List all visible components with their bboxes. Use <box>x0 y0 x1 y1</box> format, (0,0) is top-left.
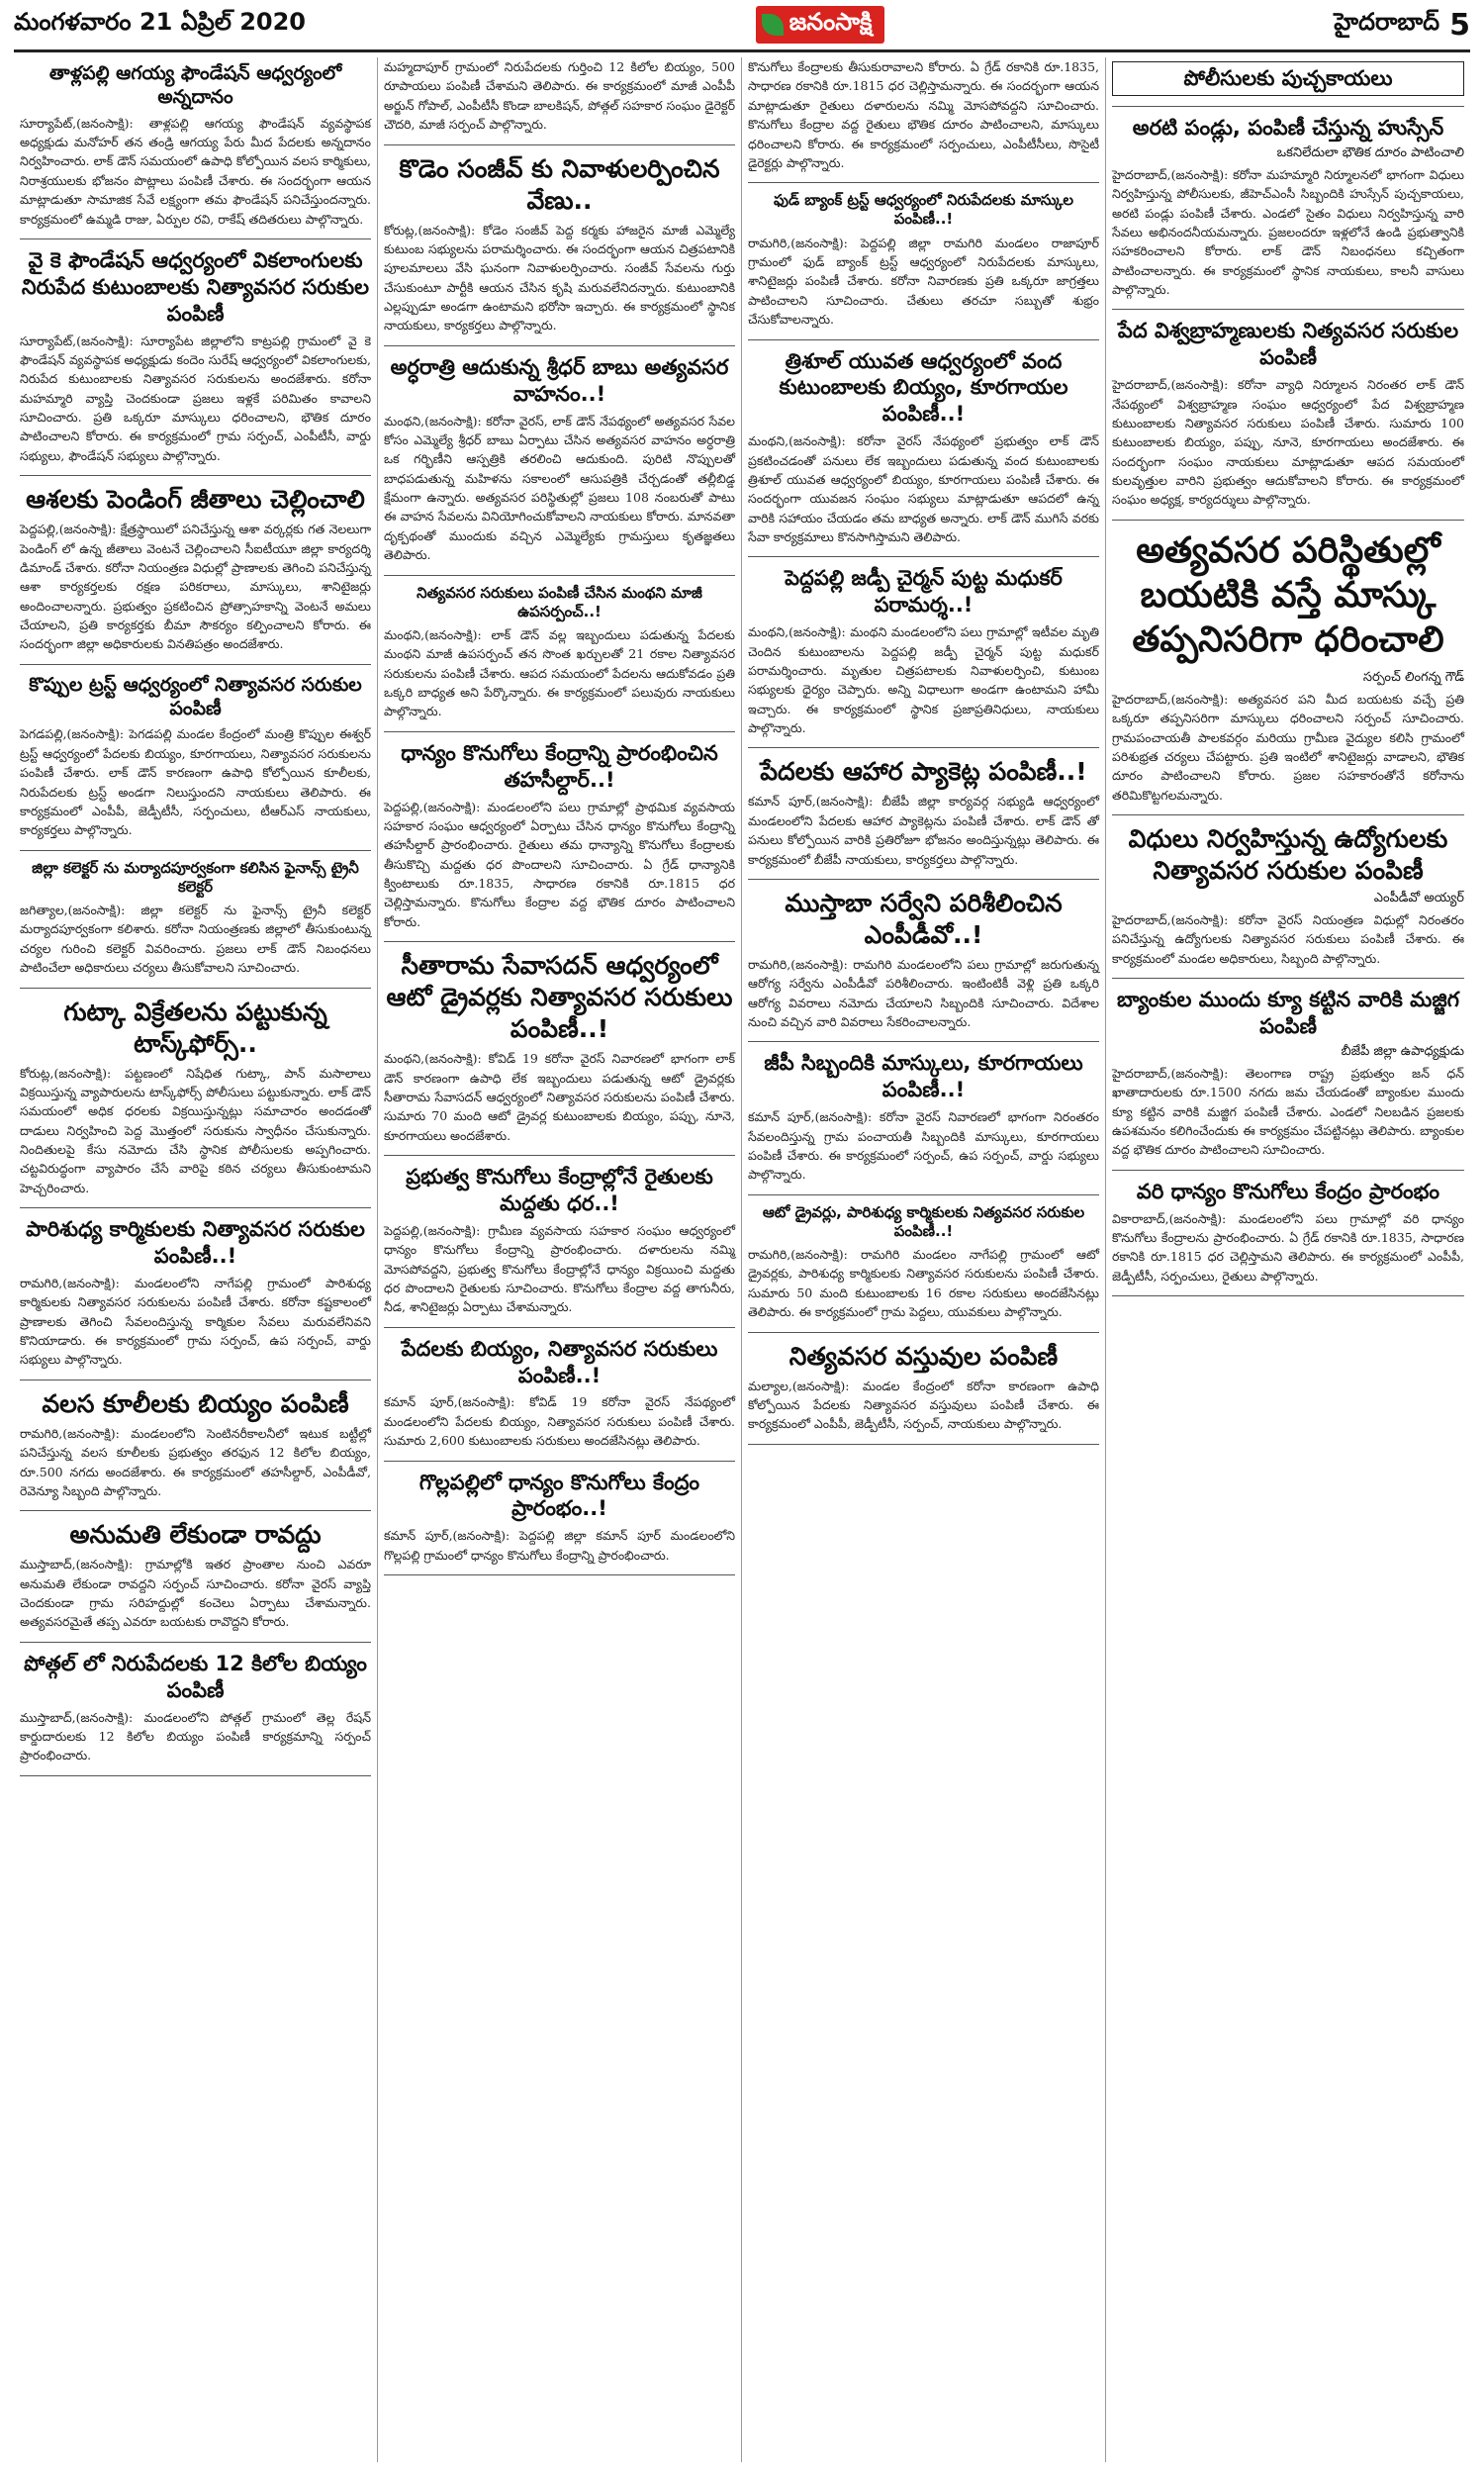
columns <box>14 57 1470 2462</box>
article-divider <box>20 475 371 476</box>
article <box>1112 115 1464 300</box>
article-body: రామగిరి,(జనంసాక్షి): రామగిరి మండలంలోని పలు గ్రామాల్లో జరుగుతున్న ఆరోగ్య సర్వేను ఎంపీడీవో పరిశీలించారు. ఇంటింటికీ వెళ్లి ప్రతి ఒక్కరి ఆరోగ్య వివరాలు నమోదు చేయాలని సిబ్బందికి సూచించారు. విదేశాల నుంచి వచ్చిన వారి వివరాలు సేకరించాలన్నారు. <box>748 956 1099 1029</box>
page-number: 5 <box>1449 7 1470 43</box>
issue-date: మంగళవారం 21 ఏప్రిల్ 2020 <box>14 8 306 36</box>
article-headline: బ్యాంకుల ముందు క్యూ కట్టిన వారికి మజ్జిగ పంపిణీ <box>1117 988 1459 1038</box>
article-divider <box>1112 106 1464 107</box>
article-headline: గొల్లపల్లిలో ధాన్యం కొనుగోలు కేంద్రం ప్రారంభం..! <box>418 1470 700 1521</box>
article-divider <box>384 1327 735 1328</box>
article-headline: పెద్దపల్లి జడ్పీ చైర్మన్ పుట్ట మధుకర్ పరామర్శ..! <box>785 566 1063 618</box>
article-headline: కొడెం సంజీవ్ కు నివాళులర్పించిన వేణు.. <box>399 153 720 215</box>
article-body: హైదరాబాద్,(జనంసాక్షి): తెలంగాణ రాష్ట్ర ప్రభుత్వం జన్ ధన్ ఖాతాదారులకు రూ.1500 నగదు జమ చేయడంతో బ్యాంకుల ముందు క్యూ కట్టిన వారికి మజ్జిగ పంపిణీ చేశారు. ఎండలో నిలబడిన ప్రజలకు ఉపశమనం కలిగించేందుకు ఈ కార్యక్రమం చేపట్టినట్లు తెలిపారు. బ్యాంకుల వద్ద భౌతిక దూరం పాటించాలని సూచించారు. <box>1112 1065 1464 1158</box>
article <box>384 1470 735 1566</box>
article-byline: బీజేపీ జిల్లా ఉపాధ్యక్షుడు <box>1341 1043 1464 1059</box>
logo-text: జనంసాక్షి <box>788 8 873 36</box>
article-divider <box>384 345 735 346</box>
article-divider <box>1112 978 1464 979</box>
article-headline: సీతారామ సేవాసదన్ ఆధ్వర్యంలో ఆటో డ్రైవర్లకు నిత్యావసర సరుకులు పంపిణీ..! <box>386 951 733 1044</box>
article-headline: నిత్యవసర సరుకులు పంపిణీ చేసిన మంథని మాజీ ఉపసర్పంచ్..! <box>417 583 702 620</box>
article-headline: అనుమతి లేకుండా రావద్దు <box>69 1520 322 1550</box>
article <box>20 859 371 978</box>
article <box>384 740 735 931</box>
column-3 <box>742 57 1106 2462</box>
article-headline: త్రిశూల్ యువత ఆధ్వర్యంలో వంద కుటుంబాలకు బియ్యం, కూరగాయల పంపిణీ..! <box>779 348 1068 427</box>
article-divider <box>1112 814 1464 815</box>
article-divider <box>20 1510 371 1511</box>
article <box>384 354 735 565</box>
article <box>20 1216 371 1370</box>
article <box>748 191 1099 329</box>
article-body: రామగిరి,(జనంసాక్షి): మండలంలోని సెంటినరీకాలనీలో ఇటుక బట్టీల్లో పనిచేస్తున్న వలస కూలీలకు ప్రభుత్వం తరఫున 12 కిలోల బియ్యం, రూ.500 నగదు అందజేశారు. ఈ కార్యక్రమంలో తహసీల్దార్, ఎంపీడీవో, రెవెన్యూ సిబ్బంది పాల్గొన్నారు. <box>20 1425 371 1498</box>
article-divider <box>384 1155 735 1156</box>
article-headline: నిత్యవసర వస్తువుల పంపిణీ <box>788 1341 1059 1371</box>
article-headline: విధులు నిర్వహిస్తున్న ఉద్యోగులకు నిత్యావసర సరుకుల పంపిణీ <box>1128 824 1448 885</box>
article-body: పెగడపల్లి,(జనంసాక్షి): పెగడపల్లి మండల కేంద్రంలో మంత్రి కొప్పుల ఈశ్వర్ ట్రస్ట్ ఆధ్వర్యంలో పేదలకు బియ్యం, కూరగాయలు, నిత్యావసర సరుకులను పంపిణీ చేశారు. లాక్ డౌన్ కారణంగా ఉపాధి కోల్పోయిన కూలీలకు, నిరుపేదలకు ట్రస్ట్ అండగా నిలుస్తుందని నాయకులు తెలిపారు. ఈ కార్యక్రమంలో ఎంపీపీ, జెడ్పీటీసీ, సర్పంచులు, టీఆర్ఎస్ నాయకులు, కార్యకర్తలు పాల్గొన్నారు. <box>20 726 371 838</box>
article-divider <box>20 238 371 239</box>
article <box>384 153 735 335</box>
article-divider <box>748 1194 1099 1195</box>
article-body: కమాన్ పూర్,(జనంసాక్షి): కరోనా వైరస్ నివారణలో భాగంగా నిరంతరం సేవలందిస్తున్న గ్రామ పంచాయతీ సిబ్బందికి మాస్కులు, కూరగాయలు పంపిణీ చేశారు. ఈ కార్యక్రమంలో సర్పంచ్, ఉప సర్పంచ్, వార్డు సభ్యులు పాల్గొన్నారు. <box>748 1109 1099 1183</box>
newspaper-logo <box>756 6 884 44</box>
article-divider <box>384 941 735 942</box>
article-headline: ప్రభుత్వ కొనుగోలు కేంద్రాల్లోనే రైతులకు మద్దతు ధర..! <box>406 1165 713 1215</box>
article-body: రామగిరి,(జనంసాక్షి): రామగిరి మండలం నాగేపల్లి గ్రామంలో ఆటో డ్రైవర్లకు, పారిశుధ్య కార్మికులకు నిత్యావసర సరుకులను పంపిణీ చేశారు. సుమారు 50 మంది కుటుంబాలకు 16 రకాల సరుకులు అందజేసినట్లు తెలిపారు. ఈ కార్యక్రమంలో గ్రామ పెద్దలు, యువకులు పాల్గొన్నారు. <box>748 1247 1099 1320</box>
article <box>748 1050 1099 1184</box>
column-2 <box>378 57 742 2462</box>
article <box>20 247 371 465</box>
article <box>1112 1179 1464 1285</box>
article-body: పెద్దపల్లి,(జనంసాక్షి): మండలంలోని పలు గ్రామాల్లో ప్రాథమిక వ్యవసాయ సహకార సంఘం ఆధ్వర్యంలో ఏర్పాటు చేసిన ధాన్యం కొనుగోలు కేంద్రాన్ని తహసీల్దార్ ప్రారంభించారు. రైతులు తమ ధాన్యాన్ని కొనుగోలు కేంద్రాలకు తీసుకొచ్చి మద్దతు ధర పొందాలని సూచించారు. ఏ గ్రేడ్ ధాన్యానికి క్వింటాలుకు రూ.1835, సాధారణ రకానికి రూ.1815 ధర చెల్లిస్తామన్నారు. కొనుగోలు కేంద్రాల వద్ద భౌతిక దూరం పాటించాలని కోరారు. <box>384 799 735 929</box>
column-1 <box>14 57 378 2462</box>
article-headline: పారిశుధ్య కార్మికులకు నిత్యావసర సరుకుల పంపిణీ..! <box>26 1217 365 1268</box>
article-body: సూర్యాపేట్,(జనంసాక్షి): సూర్యాపేట జిల్లాలోని కాట్రపల్లి గ్రామంలో వై కె ఫౌండేషన్ వ్యవస్థాపక అధ్యక్షుడు కందెం సురేష్ ఆధ్వర్యంలో వికలాంగులకు, నిరుపేద కుటుంబాలకు నిత్యావసర సరుకులను అందజేశారు. కరోనా మహమ్మారి వ్యాప్తి చెందకుండా ప్రజలు ఇళ్లకే పరిమితం కావాలని సూచించారు. ప్రతి ఒక్కరూ మాస్కులు ధరించాలని, భౌతిక దూరం పాటించాలని కోరారు. ఈ కార్యక్రమంలో గ్రామ సర్పంచ్, ఎంపీటీసీ, వార్డు సభ్యులు, ఫౌండేషన్ సభ్యులు పాల్గొన్నారు. <box>20 333 371 463</box>
article-headline: పేదలకు ఆహార ప్యాకెట్ల పంపిణీ..! <box>760 757 1087 787</box>
article-byline: ఒకనిలేదులా భౌతిక దూరం పాటించాలి <box>1276 144 1464 160</box>
article-divider <box>20 1775 371 1776</box>
article-divider <box>384 1461 735 1462</box>
article-body: కోరుట్ల,(జనంసాక్షి): కోడెం సంజీవ్ పెద్ద కర్మకు హాజరైన మాజీ ఎమ్మెల్యే కుటుంబ సభ్యులను పరామర్శించారు. ఈ సందర్భంగా ఆయన చిత్రపటానికి పూలమాలలు వేసి ఘనంగా నివాళులర్పించారు. సంజీవ్ సేవలను గుర్తు చేసుకుంటూ పార్టీకి ఆయన చేసిన కృషి మరువలేనిదన్నారు. కుటుంబానికి ఎల్లప్పుడూ అండగా ఉంటామని భరోసా ఇచ్చారు. ఈ కార్యక్రమంలో స్థానిక నాయకులు, కార్యకర్తలు పాల్గొన్నారు. <box>384 222 735 333</box>
masthead-right <box>1334 8 1470 43</box>
article-divider <box>748 1332 1099 1333</box>
article-body: హైదరాబాద్,(జనంసాక్షి): కరోనా వైరస్ నియంత్రణ విధుల్లో నిరంతరం పనిచేస్తున్న ఉద్యోగులకు నిత్యావసర సరుకులు పంపిణీ చేశారు. ఈ కార్యక్రమంలో మండల అధికారులు, సిబ్బంది పాల్గొన్నారు. <box>1112 912 1464 966</box>
article <box>384 950 735 1145</box>
article-divider <box>748 747 1099 748</box>
article <box>384 1164 735 1317</box>
article <box>1112 61 1464 96</box>
article-body: మంథని,(జనంసాక్షి): కోవిడ్ 19 కరోనా వైరస్ నివారణలో భాగంగా లాక్ డౌన్ కారణంగా ఉపాధి లేక ఇబ్బందులు పడుతున్న ఆటో డ్రైవర్లకు సీతారామ సేవాసదన్ ఆధ్వర్యంలో నిత్యావసర సరుకులను పంపిణీ చేశారు. సుమారు 70 మంది ఆటో డ్రైవర్ల కుటుంబాలకు బియ్యం, పప్పు, నూనె, కూరగాయలు అందజేశారు. <box>384 1051 735 1143</box>
article-headline: ఫుడ్ బ్యాంక్ ట్రస్ట్ ఆధ్వర్యంలో నిరుపేదలకు మాస్కుల పంపిణీ..! <box>773 191 1074 229</box>
article-divider <box>20 850 371 851</box>
article-body: మల్యాల,(జనంసాక్షి): మండల కేంద్రంలో కరోనా కారణంగా ఉపాధి కోల్పోయిన పేదలకు నిత్యావసర వస్తువులు పంపిణీ చేశారు. ఈ కార్యక్రమంలో ఎంపీపీ, జెడ్పీటీసీ, సర్పంచ్, నాయకులు పాల్గొన్నారు. <box>748 1378 1099 1432</box>
article <box>748 1203 1099 1322</box>
article-body: మంథని,(జనంసాక్షి): లాక్ డౌన్ వల్ల ఇబ్బందులు పడుతున్న పేదలకు మంథని మాజీ ఉపసర్పంచ్ తన సొంత ఖర్చులతో 21 రకాల నిత్యావసర సరుకులను పంపిణీ చేశారు. ఆపద సమయంలో పేదలను ఆదుకోవడం ప్రతి ఒక్కరి బాధ్యత అని పేర్కొన్నారు. ఈ కార్యక్రమంలో పలువురు నాయకులు పాల్గొన్నారు. <box>384 626 735 719</box>
article-body: మంథని,(జనంసాక్షి): మంథని మండలంలోని పలు గ్రామాల్లో ఇటీవల మృతి చెందిన కుటుంబాలను పెద్దపల్లి జడ్పీ చైర్మన్ పుట్ట మధుకర్ పరామర్శించారు. మృతుల చిత్రపటాలకు నివాళులర్పించి, కుటుంబ సభ్యులకు ధైర్యం చెప్పారు. అన్ని విధాలుగా అండగా ఉంటామని హామీ ఇచ్చారు. ఈ కార్యక్రమంలో స్థానిక ప్రజాప్రతినిధులు, నాయకులు పాల్గొన్నారు. <box>748 624 1099 735</box>
article-headline: అత్యవసర పరిస్థితుల్లో బయటికి వస్తే మాస్కు తప్పనిసరిగా ధరించాలి <box>1132 529 1444 660</box>
article <box>20 1388 371 1501</box>
article-divider <box>748 556 1099 557</box>
article-body: మంథని,(జనంసాక్షి): కరోనా వైరస్ నేపథ్యంలో ప్రభుత్వం లాక్ డౌన్ ప్రకటించడంతో పనులు లేక ఇబ్బందులు పడుతున్న వంద కుటుంబాలకు త్రిశూల్ యువత ఆధ్వర్యంలో బియ్యం, కూరగాయలు పంపిణీ చేశారు. ఈ సందర్భంగా యువజన సంఘం సభ్యులు మాట్లాడుతూ ఆపదలో ఉన్న వారికి సహాయం చేయడం తమ బాధ్యత అన్నారు. లాక్ డౌన్ ముగిసే వరకు సేవా కార్యక్రమాలు కొనసాగిస్తామని తెలిపారు. <box>748 433 1099 544</box>
article <box>20 1651 371 1765</box>
article-body: వికారాబాద్,(జనంసాక్షి): మండలంలోని పలు గ్రామాల్లో వరి ధాన్యం కొనుగోలు కేంద్రాలను ప్రారంభించారు. ఏ గ్రేడ్ రకానికి రూ.1835, సాధారణ రకానికి రూ.1815 ధర చెల్లిస్తామని తెలిపారు. ఈ కార్యక్రమంలో ఎంపీపీ, జెడ్పీటీసీ, సర్పంచులు, రైతులు పాల్గొన్నారు. <box>1112 1210 1464 1284</box>
article-body: కొనుగోలు కేంద్రాలకు తీసుకురావాలని కోరారు. ఏ గ్రేడ్ రకానికి రూ.1835, సాధారణ రకానికి రూ.1815 ధర చెల్లిస్తామన్నారు. ఈ సందర్భంగా ఆయన మాట్లాడుతూ రైతులు దళారులను నమ్మి మోసపోవద్దని సూచించారు. కొనుగోలు కేంద్రాల వద్ద రైతులు భౌతిక దూరం పాటించాలని, మాస్కులు ధరించాలని కోరారు. ఈ కార్యక్రమంలో సర్పంచులు, ఎంపీటీసీలు, సొసైటీ డైరెక్టర్లు పాల్గొన్నారు. <box>748 59 1099 170</box>
article-divider <box>748 879 1099 880</box>
article-body: హైదరాబాద్,(జనంసాక్షి): అత్యవసర పని మీద బయటకు వచ్చే ప్రతి ఒక్కరూ తప్పనిసరిగా మాస్కులు ధరించాలని సర్పంచ్ సూచించారు. గ్రామపంచాయతీ పాలకవర్గం మరియు గ్రామీణ వైద్యుల కలిసి గ్రామంలో పరిశుభ్రత చర్యలు చేపట్టారు. ప్రతి ఇంటిలో శానిటైజర్లు వాడాలని, భౌతిక దూరం పాటించాలని కోరారు. ప్రజల సహకారంతోనే కరోనాను తరిమికొట్టగలమన్నారు. <box>1112 691 1464 803</box>
article-body: కోరుట్ల,(జనంసాక్షి): పట్టణంలో నిషేధిత గుట్కా, పాన్ మసాలాలు విక్రయిస్తున్న వ్యాపారులను టాస్క్‌ఫోర్స్ పోలీసులు పట్టుకున్నారు. లాక్ డౌన్ సమయంలో అధిక ధరలకు విక్రయిస్తున్నట్లు సమాచారం అందడంతో దాడులు నిర్వహించి పెద్ద మొత్తంలో సరుకును స్వాధీనం చేసుకున్నారు. నిందితులపై కేసు నమోదు చేసి స్థానిక పోలీసులకు అప్పగించారు. చట్టవిరుద్ధంగా వ్యాపారం చేసే వారిపై కఠిన చర్యలు తీసుకుంటామని హెచ్చరించారు. <box>20 1065 371 1195</box>
article-headline: ఆశలకు పెండింగ్ జీతాలు చెల్లించాలి <box>26 485 365 515</box>
article <box>384 1336 735 1451</box>
article <box>384 584 735 721</box>
edition-city: హైదరాబాద్ <box>1334 8 1440 36</box>
article <box>384 57 735 135</box>
article <box>748 565 1099 737</box>
article-divider <box>748 1444 1099 1445</box>
column-4 <box>1106 57 1470 2462</box>
article-body: మంథని,(జనంసాక్షి): కరోనా వైరస్, లాక్ డౌన్ నేపథ్యంలో అత్యవసర సేవల కోసం ఎమ్మెల్యే శ్రీధర్ బాబు ఏర్పాటు చేసిన అత్యవసర వాహనం అర్ధరాత్రి ఒక గర్భిణీని ఆస్పత్రికి తరలించి ఆదుకుంది. పురిటి నొప్పులతో బాధపడుతున్న మహిళను సకాలంలో ఆసుపత్రికి చేర్చడంతో తల్లీబిడ్డ క్షేమంగా ఉన్నారు. అత్యవసర పరిస్థితుల్లో ప్రజలు 108 నంబరుతో పాటు ఈ వాహన సేవలను వినియోగించుకోవాలని నాయకులు కోరారు. మానవతా దృక్పథంతో ముందుకు వచ్చిన ఎమ్మెల్యేకు గ్రామస్తులు కృతజ్ఞతలు తెలిపారు. <box>384 413 735 563</box>
article-divider <box>1112 1170 1464 1171</box>
article-headline: వలస కూలీలకు బియ్యం పంపిణీ <box>42 1388 349 1418</box>
article-divider <box>1112 1295 1464 1296</box>
article-headline: పేద విశ్వబ్రాహ్మణులకు నిత్యవసర సరుకుల పంపిణీ <box>1117 319 1459 370</box>
article-divider <box>20 664 371 665</box>
article-divider <box>748 1041 1099 1042</box>
article-body: సూర్యాపేట్,(జనంసాక్షి): తాళ్లపల్లి ఆగయ్య ఫౌండేషన్ వ్యవస్థాపక అధ్యక్షుడు మనోహర్ తన తండ్రి ఆగయ్య పేరు మీద పేదలకు అన్నదానం నిర్వహించారు. లాక్ డౌన్ సమయంలో ఉపాధి కోల్పోయిన వలస కార్మికులు, నిరాశ్రయులకు భోజనం పొట్లాలు పంపిణీ చేశారు. ఈ సందర్భంగా ఆయన మాట్లాడుతూ సామాజిక సేవే లక్ష్యంగా తమ ఫౌండేషన్ పనిచేస్తుందన్నారు. కార్యక్రమంలో ఉమ్మడి రాజు, ఏర్పుల రవి, రాకేష్ తదితరులు పాల్గొన్నారు. <box>20 115 371 227</box>
article-divider <box>384 731 735 732</box>
article-divider <box>20 988 371 989</box>
article-headline: అరటి పండ్లు, పంపిణీ చేస్తున్న హుస్సేన్ <box>1132 115 1444 140</box>
article-headline: ఆటో డ్రైవర్లు, పారిశుధ్య కార్మికులకు నిత్యవసర సరుకుల పంపిణీ..! <box>762 1202 1085 1240</box>
article-headline: పోలీసులకు పుచ్చకాయలు <box>1112 61 1464 96</box>
article-headline: పోత్గల్ లో నిరుపేదలకు 12 కిలోల బియ్యం పంపిణీ <box>24 1651 367 1702</box>
article-divider <box>384 144 735 145</box>
article-headline: తాళ్లపల్లి ఆగయ్య ఫౌండేషన్ ఆధ్వర్యంలో అన్నదానం <box>48 62 342 109</box>
article <box>748 57 1099 172</box>
article <box>748 756 1099 869</box>
article <box>20 997 371 1198</box>
article-headline: గుట్కా విక్రేతలను పట్టుకున్న టాస్క్‌ఫోర్స్.. <box>63 997 327 1058</box>
article-byline: సర్పంచ్ లింగన్న గౌడ్ <box>1362 669 1464 685</box>
article-divider <box>384 575 735 576</box>
article <box>1112 318 1464 509</box>
article-divider <box>748 182 1099 183</box>
article <box>1112 823 1464 968</box>
article-body: రామగిరి,(జనంసాక్షి): మండలంలోని నాగేపల్లి గ్రామంలో పారిశుధ్య కార్మికులకు నిత్యావసర సరుకులను పంపిణీ చేశారు. కరోనా కష్టకాలంలో ప్రాణాలకు తెగించి సేవలందిస్తున్న కార్మికుల సేవలు మరువలేనివని కొనియాడారు. ఈ కార్యక్రమంలో గ్రామ సర్పంచ్, ఉప సర్పంచ్, వార్డు సభ్యులు పాల్గొన్నారు. <box>20 1275 371 1368</box>
article-divider <box>748 339 1099 340</box>
article-body: హైదరాబాద్,(జనంసాక్షి): కరోనా మహమ్మారి నిర్మూలనలో భాగంగా విధులు నిర్వహిస్తున్న పోలీసులకు, జీహెచ్ఎంసీ సిబ్బందికి హుస్సేన్ పుచ్చకాయలు, అరటి పండ్లు పంపిణీ చేశారు. ఎండలో సైతం విధులు నిర్వహిస్తున్న వారి సేవలు అభినందనీయమన్నారు. ప్రజలందరూ ఇళ్లలోనే ఉండి ప్రభుత్వానికి సహకరించాలని కోరారు. లాక్ డౌన్ నిబంధనలు కచ్చితంగా పాటించాలన్నారు. ఈ కార్యక్రమంలో స్థానిక నాయకులు, కాలనీ వాసులు పాల్గొన్నారు. <box>1112 166 1464 297</box>
article-headline: అర్ధరాత్రి ఆదుకున్న శ్రీధర్ బాబు అత్యవసర వాహనం..! <box>390 354 729 406</box>
leaf-icon <box>762 14 784 36</box>
article <box>1112 528 1464 805</box>
article-headline: వై కె ఫౌండేషన్ ఆధ్వర్యంలో వికలాంగులకు నిరుపేద కుటుంబాలకు నిత్యావసర సరుకుల పంపిణీ <box>21 247 370 326</box>
article-headline: ధాన్యం కొనుగోలు కేంద్రాన్ని ప్రారంభించిన తహసీల్దార్..! <box>401 740 718 792</box>
article-body: ముస్తాబాద్,(జనంసాక్షి): మండలంలోని పోత్గల్ గ్రామంలో తెల్ల రేషన్ కార్డుదారులకు 12 కిలోల బియ్యం పంపిణీ కార్యక్రమాన్ని సర్పంచ్ ప్రారంభించారు. <box>20 1709 371 1763</box>
article-byline: ఎంపీడీవో అయ్యర్ <box>1373 891 1464 905</box>
article <box>748 348 1099 547</box>
article <box>1112 987 1464 1160</box>
article-headline: జిల్లా కలెక్టర్ ను మర్యాదపూర్వకంగా కలిసిన ఫైనాన్స్ ట్రైనీ కలెక్టర్ <box>32 858 359 896</box>
masthead <box>14 0 1470 52</box>
article <box>20 673 371 840</box>
article <box>748 1341 1099 1434</box>
article <box>20 1519 371 1632</box>
article-divider <box>20 1642 371 1643</box>
article-body: పెద్దపల్లి,(జనంసాక్షి): గ్రామీణ వ్యవసాయ సహకార సంఘం ఆధ్వర్యంలో ధాన్యం కొనుగోలు కేంద్రాన్ని ప్రారంభించారు. దళారులను నమ్మి మోసపోవద్దని, ప్రభుత్వ కొనుగోలు కేంద్రాల్లోనే ధాన్యం విక్రయించి మద్దతు ధర పొందాలని రైతులకు సూచించారు. కొనుగోలు కేంద్రాల వద్ద తాగునీరు, నీడ, శానిటైజర్లు ఏర్పాటు చేశామన్నారు. <box>384 1222 735 1315</box>
article-body: మహ్మదాపూర్ గ్రామంలో నిరుపేదలకు గుర్తించి 12 కిలోల బియ్యం, 500 రూపాయలు పంపిణీ చేశామని తెలిపారు. ఈ కార్యక్రమంలో మాజీ ఎంపీపీ అర్జున్ గోపాల్, ఎంపీటీసీ కొండా బాలకిషన్, పోత్గల్ సహకార సంఘం డైరెక్టర్ చౌదరి, మాజీ సర్పంచ్ పాల్గొన్నారు. <box>384 59 735 133</box>
article-divider <box>1112 520 1464 521</box>
article <box>20 484 371 654</box>
article-divider <box>1112 309 1464 310</box>
article-divider <box>20 1207 371 1208</box>
article-body: జగిత్యాల,(జనంసాక్షి): జిల్లా కలెక్టర్ ను ఫైనాన్స్ ట్రైనీ కలెక్టర్ మర్యాదపూర్వకంగా కలిశారు. కరోనా నియంత్రణకు జిల్లాలో తీసుకుంటున్న చర్యల గురించి కలెక్టర్ వివరించారు. ప్రజలు లాక్ డౌన్ నిబంధనలు పాటించేలా అధికారులు చర్యలు తీసుకోవాలని సూచించారు. <box>20 903 371 976</box>
article-body: కమాన్ పూర్,(జనంసాక్షి): బీజేపీ జిల్లా కార్యవర్గ సభ్యుడి ఆధ్వర్యంలో మండలంలోని పేదలకు ఆహార ప్యాకెట్లను పంపిణీ చేశారు. లాక్ డౌన్ తో పనులు కోల్పోయిన వారికి ప్రతిరోజూ భోజనం అందిస్తున్నట్లు తెలిపారు. ఈ కార్యక్రమంలో బీజేపీ నాయకులు, కార్యకర్తలు పాల్గొన్నారు. <box>748 794 1099 867</box>
article-divider <box>384 1574 735 1575</box>
article-body: ముస్తాబాద్,(జనంసాక్షి): గ్రామాల్లోకి ఇతర ప్రాంతాల నుంచి ఎవరూ అనుమతి లేకుండా రావద్దని సర్పంచ్ సూచించారు. కరోనా వైరస్ వ్యాప్తి చెందకుండా గ్రామ సరిహద్దుల్లో కంచెలు ఏర్పాటు చేశామన్నారు. అత్యవసరమైతే తప్ప ఎవరూ బయటకు రావొద్దని కోరారు. <box>20 1557 371 1630</box>
article-body: పెద్దపల్లి,(జనంసాక్షి): క్షేత్రస్థాయిలో పనిచేస్తున్న ఆశా వర్కర్లకు గత నెలలుగా పెండింగ్ లో ఉన్న జీతాలు వెంటనే చెల్లించాలని సీఐటీయూ జిల్లా కార్యదర్శి డిమాండ్ చేశారు. కరోనా నియంత్రణ విధుల్లో ప్రాణాలకు తెగించి పనిచేస్తున్న ఆశా కార్యకర్తలకు రక్షణ పరికరాలు, మాస్కులు, శానిటైజర్లు అందించాలన్నారు. ప్రభుత్వం ప్రకటించిన ప్రోత్సాహకాన్ని వెంటనే అమలు చేయాలని, ప్రతి కార్యకర్తకు బీమా సౌకర్యం కల్పించాలని కోరారు. ఈ సందర్భంగా జిల్లా అధికారులకు వినతిపత్రం అందజేశారు. <box>20 522 371 652</box>
article-headline: ముస్తాబా సర్వేని పరిశీలించిన ఎంపీడీవో..! <box>785 888 1063 949</box>
article <box>748 888 1099 1032</box>
article-headline: వరి ధాన్యం కొనుగోలు కేంద్రం ప్రారంభం <box>1136 1179 1440 1203</box>
article-headline: కొప్పుల ట్రస్ట్ ఆధ్వర్యంలో నిత్యావసర సరుకుల పంపిణీ <box>29 673 362 720</box>
article-body: కమాన్ పూర్,(జనంసాక్షి): పెద్దపల్లి జిల్లా కమాన్ పూర్ మండలంలోని గొల్లపల్లి గ్రామంలో ధాన్యం కొనుగోలు కేంద్రాన్ని ప్రారంభించారు. <box>384 1528 735 1563</box>
article-body: రామగిరి,(జనంసాక్షి): పెద్దపల్లి జిల్లా రామగిరి మండలం రాజాపూర్ గ్రామంలో ఫుడ్ బ్యాంక్ ట్రస్ట్ ఆధ్వర్యంలో నిరుపేదలకు మాస్కులు, శానిటైజర్లు పంపిణీ చేశారు. కరోనా నివారణకు ప్రతి ఒక్కరూ జాగ్రత్తలు పాటించాలని సూచించారు. చేతులు తరచూ సబ్బుతో శుభ్రం చేసుకోవాలన్నారు. <box>748 235 1099 328</box>
article <box>20 61 371 229</box>
article-body: హైదరాబాద్,(జనంసాక్షి): కరోనా వ్యాధి నిర్మూలన నిరంతర లాక్ డౌన్ నేపథ్యంలో విశ్వబ్రాహ్మణ సంఘం ఆధ్వర్యంలో పేద విశ్వబ్రాహ్మణ కుటుంబాలకు నిత్యావసర సరుకులు పంపిణీ చేశారు. సుమారు 100 కుటుంబాలకు బియ్యం, పప్పు, నూనె, కూరగాయలు అందజేశారు. ఈ సందర్భంగా సంఘం నాయకులు మాట్లాడుతూ ఆపద సమయంలో కులవృత్తుల వారిని ప్రభుత్వం ఆదుకోవాలని కోరారు. ఈ కార్యక్రమంలో సంఘం అధ్యక్ష, కార్యదర్శులు పాల్గొన్నారు. <box>1112 377 1464 508</box>
article-headline: పేదలకు బియ్యం, నిత్యావసర సరుకులు పంపిణీ..! <box>401 1336 718 1387</box>
article-body: కమాన్ పూర్,(జనంసాక్షి): కోవిడ్ 19 కరోనా వైరస్ నేపథ్యంలో మండలంలోని పేదలకు బియ్యం, నిత్యావసర సరుకులు పంపిణీ చేశారు. సుమారు 2,600 కుటుంబాలకు సరుకులు అందజేసినట్లు తెలిపారు. <box>384 1394 735 1449</box>
article-headline: జీపీ సిబ్బందికి మాస్కులు, కూరగాయలు పంపిణీ..! <box>764 1051 1083 1102</box>
